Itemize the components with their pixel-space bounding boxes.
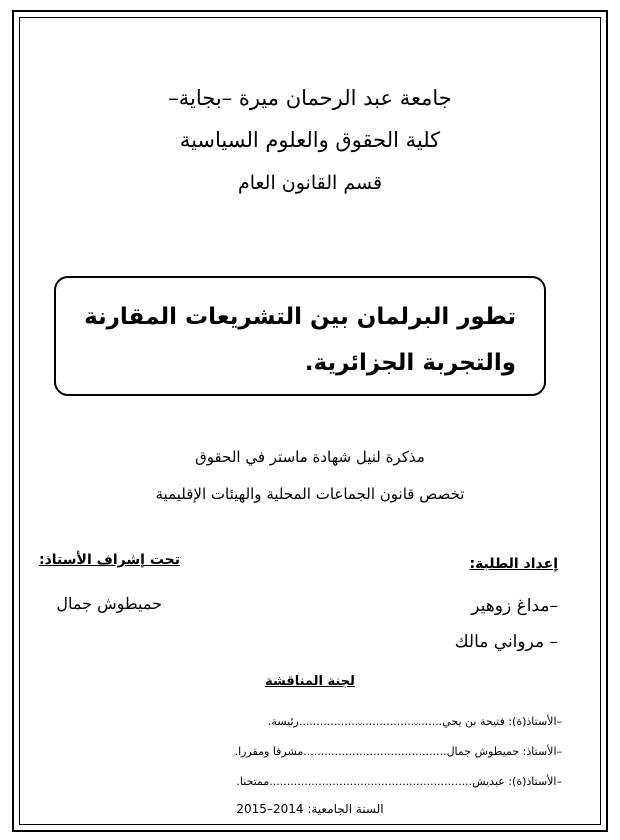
students-heading: إعداد الطلبة: <box>469 556 558 572</box>
jury-member: –الأستاذ(ة): عبديش..........................................................ممتحنا. <box>236 775 562 788</box>
thesis-title-box <box>54 276 546 396</box>
supervisor-name: حميطوش جمال <box>56 594 162 613</box>
jury-member: –الأستاذ(ة): فتيحة بن يحي.........................................رئيسة. <box>267 715 562 728</box>
student-name: – مرواني مالك <box>454 632 558 652</box>
memo-specialty: تخصص قانون الجماعات المحلية والهيئات الإقليمية <box>155 485 465 503</box>
academic-year: السنة الجامعية: 2014–2015 <box>236 802 384 816</box>
thesis-title-line-1: تطور البرلمان بين التشريعات المقارنة <box>84 304 516 330</box>
student-name: –مداغ زوهير <box>471 596 558 616</box>
faculty-name: كلية الحقوق والعلوم السياسية <box>179 128 441 152</box>
memo-purpose: مذكرة لنيل شهادة ماستر في الحقوق <box>195 448 425 466</box>
supervisor-heading: تحت إشراف الأستاذ: <box>39 552 180 568</box>
jury-heading: لجنة المناقشة <box>265 674 355 689</box>
department-name: قسم القانون العام <box>237 172 383 194</box>
university-name: جامعة عبد الرحمان ميرة –بجاية– <box>168 86 452 110</box>
jury-member: –الأستاذ: حميطوش جمال.........................................مشرفا ومقررا. <box>234 745 562 758</box>
thesis-title-line-2: والتجربة الجزائرية. <box>304 350 516 376</box>
